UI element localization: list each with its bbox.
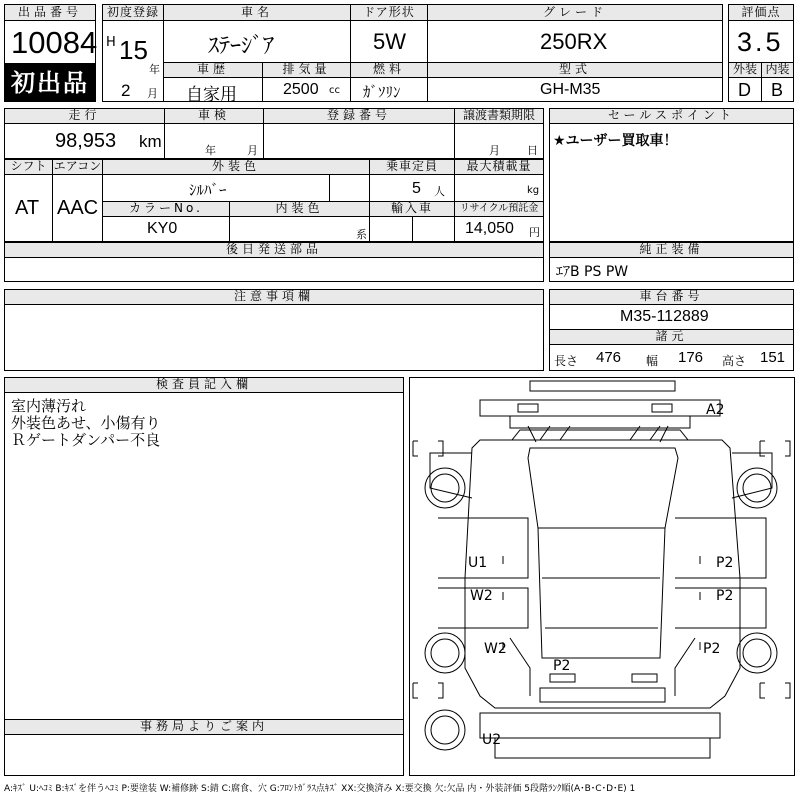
first-listing-badge: 初出品 bbox=[4, 64, 96, 102]
grade-cell bbox=[427, 20, 723, 63]
equipment-cell bbox=[549, 257, 794, 282]
lot-number-header: 出品番号 bbox=[4, 4, 96, 21]
inspection-cell bbox=[164, 123, 264, 159]
transfer-cell bbox=[454, 123, 544, 159]
damage-mark-w2-left-top: W2 bbox=[470, 588, 493, 604]
capacity: 5 bbox=[412, 180, 421, 197]
equipment-header: 純正装備 bbox=[549, 242, 794, 258]
car-name-cell bbox=[163, 20, 351, 63]
capacity-header: 乗車定員 bbox=[369, 159, 455, 175]
transfer-day-unit: 日 bbox=[527, 144, 538, 157]
notes-cell bbox=[4, 304, 544, 371]
inspector-cell bbox=[4, 392, 404, 720]
damage-mark-w2-left-bottom: W2 bbox=[484, 641, 507, 657]
damage-mark-a2: A2 bbox=[706, 402, 725, 418]
damage-mark-p2-right-3: P2 bbox=[703, 641, 721, 657]
score: 3.5 bbox=[737, 27, 784, 57]
mileage-cell bbox=[4, 123, 165, 159]
interior-color-suffix: 系 bbox=[356, 228, 367, 241]
history: 自家用 bbox=[186, 85, 237, 105]
chassis-header: 車台番号 bbox=[549, 289, 794, 305]
capacity-unit: 人 bbox=[434, 185, 445, 198]
inspector-header: 検査員記入欄 bbox=[4, 377, 404, 393]
history-cell bbox=[163, 77, 263, 105]
aircon-cell bbox=[52, 174, 103, 242]
sales-point-header: セールスポイント bbox=[549, 108, 794, 124]
first-reg-cell bbox=[102, 20, 164, 102]
width-label: 幅 bbox=[646, 354, 659, 368]
mileage-unit: km bbox=[139, 132, 162, 151]
color-cell-extra bbox=[329, 174, 370, 202]
year-unit: 年 bbox=[149, 63, 160, 76]
chassis: M35-112889 bbox=[620, 308, 709, 325]
damage-mark-u2: U2 bbox=[482, 732, 502, 748]
lot-number-cell bbox=[4, 20, 96, 64]
damage-mark-u1: U1 bbox=[468, 555, 488, 571]
inspection-header: 車検 bbox=[164, 108, 264, 124]
model: GH-M35 bbox=[540, 81, 601, 98]
max-load-cell bbox=[454, 174, 544, 202]
shift-header: シフト bbox=[4, 159, 53, 175]
color: ｼﾙﾊﾞｰ bbox=[189, 181, 227, 199]
car-name-header: 車名 bbox=[163, 4, 351, 21]
first-reg-header: 初度登録 bbox=[102, 4, 164, 21]
displacement-unit: cc bbox=[329, 85, 340, 96]
month-unit: 月 bbox=[147, 87, 158, 100]
damage-mark-p2-center: P2 bbox=[553, 658, 571, 674]
shift: AT bbox=[15, 197, 40, 219]
grade: 250RX bbox=[540, 29, 608, 54]
door: 5W bbox=[373, 29, 406, 54]
color-no-header: カラーNo. bbox=[102, 201, 230, 217]
mileage: 98,953 bbox=[55, 130, 117, 152]
shift-cell bbox=[4, 174, 53, 242]
legend: A:ｷｽﾞ U:ﾍｺﾐ B:ｷｽﾞを伴うﾍｺﾐ P:要塗装 W:補修跡 S:錆 C:腐食、穴 G:ﾌﾛﾝﾄｶﾞﾗｽ点ｷｽﾞ XX:交換済み X:要交換 欠:欠品 内・外装評価 5段階ﾗﾝｸ順(A･B･C･D･E) 1 bbox=[4, 784, 636, 794]
dims-header: 諸元 bbox=[549, 329, 794, 345]
color-no: KY0 bbox=[147, 220, 178, 237]
car-diagram-svg bbox=[410, 378, 794, 775]
chassis-cell bbox=[549, 304, 794, 330]
max-load-unit: kg bbox=[527, 185, 540, 196]
later-parts-cell bbox=[4, 257, 544, 282]
max-load-header: 最大積載量 bbox=[454, 159, 544, 175]
transfer-month-unit: 月 bbox=[489, 144, 500, 157]
score-header: 評価点 bbox=[728, 4, 794, 21]
recycle: 14,050 bbox=[465, 220, 514, 237]
office-cell bbox=[4, 734, 404, 776]
exterior-grade: D bbox=[738, 80, 751, 100]
displacement: 2500 bbox=[283, 81, 319, 98]
interior-header: 内装 bbox=[761, 62, 794, 78]
damage-mark-p2-right-2: P2 bbox=[716, 588, 734, 604]
door-cell bbox=[350, 20, 428, 63]
displacement-cell bbox=[262, 77, 351, 102]
import-cell-2 bbox=[412, 216, 455, 242]
notes-header: 注意事項欄 bbox=[4, 289, 544, 305]
color-cell bbox=[102, 174, 330, 202]
era: H bbox=[106, 35, 116, 50]
fuel-header: 燃料 bbox=[350, 62, 428, 78]
displacement-header: 排気量 bbox=[262, 62, 351, 78]
grade-header: グレード bbox=[427, 4, 723, 21]
damage-mark-p2-right-1: P2 bbox=[716, 555, 734, 571]
import-cell bbox=[369, 216, 413, 242]
transfer-header: 譲渡書類期限 bbox=[454, 108, 544, 124]
interior-color-header: 内装色 bbox=[229, 201, 370, 217]
sales-point-cell bbox=[549, 123, 794, 242]
dims-cell bbox=[549, 344, 794, 371]
length-label: 長さ bbox=[554, 354, 579, 368]
inspection-year-unit: 年 bbox=[205, 144, 216, 157]
inspector-line: Ｒゲートダンパー不良 bbox=[11, 431, 161, 449]
length: 476 bbox=[596, 349, 622, 366]
recycle-unit: 円 bbox=[529, 226, 540, 239]
recycle-header: リサイクル預託金 bbox=[454, 201, 544, 217]
recycle-cell bbox=[454, 216, 544, 242]
aircon-header: エアコン bbox=[53, 159, 102, 173]
later-parts-header: 後日発送部品 bbox=[4, 242, 544, 258]
door-header: ドア形状 bbox=[350, 4, 428, 21]
score-cell bbox=[728, 20, 794, 63]
interior-grade: B bbox=[771, 80, 784, 100]
width: 176 bbox=[678, 349, 704, 366]
capacity-cell bbox=[369, 174, 455, 202]
sales-point: ★ユーザー買取車！ bbox=[553, 133, 678, 149]
plate-cell bbox=[263, 123, 455, 159]
plate-header: 登録番号 bbox=[263, 108, 455, 124]
history-header: 車歴 bbox=[163, 62, 263, 78]
height-label: 高さ bbox=[722, 354, 747, 368]
reg-year: 15 bbox=[119, 35, 148, 65]
exterior-header: 外装 bbox=[728, 62, 762, 78]
exterior-grade-cell bbox=[728, 77, 762, 102]
aircon: AAC bbox=[57, 197, 99, 219]
car-diagram bbox=[409, 377, 795, 776]
model-header: 型式 bbox=[427, 62, 723, 78]
reg-month: 2 bbox=[121, 81, 131, 100]
car-name: ｽﾃｰｼﾞｱ bbox=[208, 34, 275, 59]
equipment: ｴｱB PS PW bbox=[556, 264, 629, 280]
interior-grade-cell bbox=[761, 77, 794, 102]
color-header: 外装色 bbox=[102, 159, 370, 175]
inspection-month-unit: 月 bbox=[247, 144, 258, 157]
import-header: 輸入車 bbox=[369, 201, 455, 217]
inspector-line: 外装色あせ、小傷有り bbox=[11, 414, 161, 432]
interior-color-cell bbox=[229, 216, 370, 242]
lot-number: 10084 bbox=[11, 25, 98, 60]
fuel-cell bbox=[350, 77, 428, 102]
color-no-cell bbox=[102, 216, 230, 242]
height: 151 bbox=[760, 349, 786, 366]
office-header: 事務局よりご案内 bbox=[4, 719, 404, 735]
mileage-header: 走行 bbox=[4, 108, 165, 124]
model-cell bbox=[427, 77, 723, 102]
inspector-line: 室内薄汚れ bbox=[11, 397, 87, 415]
fuel: ｶﾞｿﾘﾝ bbox=[363, 83, 401, 101]
